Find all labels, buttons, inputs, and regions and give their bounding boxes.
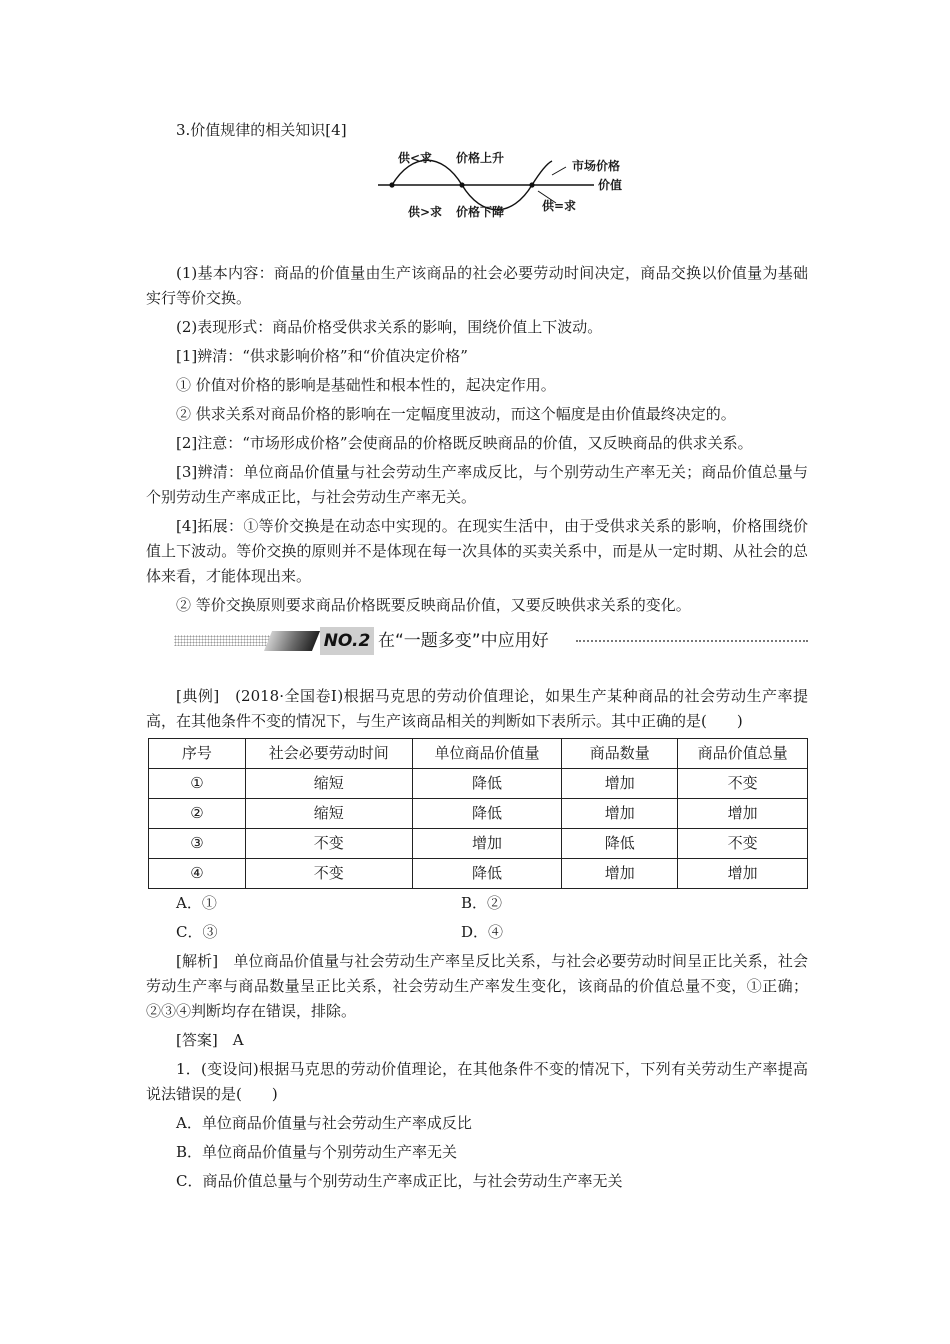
label-supply-gt-demand: 供>求 (408, 205, 443, 219)
table-cell: 降低 (412, 769, 562, 799)
table-cell: ② (149, 799, 246, 829)
table-header-row (149, 739, 808, 769)
option-b: B．② (461, 894, 503, 912)
options-row-1 (176, 891, 808, 916)
note-1: [1]辨清：“供求影响价格”和“价值决定价格” (176, 347, 468, 365)
market-price-pointer (552, 167, 566, 175)
note-3: [3]辨清：单位商品价值量与社会劳动生产率成反比，与个别劳动生产率无关；商品价值总量与个别劳动生产率成正比，与社会劳动生产率无关。 (146, 463, 808, 506)
table-cell: 不变 (245, 829, 412, 859)
table-row (149, 769, 808, 799)
basic-content-paragraph: (1)基本内容：商品的价值量由生产该商品的社会必要劳动时间决定，商品交换以价值量为基础实行等价交换。 (146, 264, 808, 307)
options-row-2 (176, 920, 808, 945)
table-cell: 增加 (562, 799, 678, 829)
analysis-paragraph: [解析] 单位商品价值量与社会劳动生产率呈反比关系，与社会必要劳动时间呈正比关系，社会劳动生产率与商品数量呈正比关系，社会劳动生产率发生变化，该商品的价值总量不变，①正确；②③④判断均存在错误，排除。 (146, 952, 808, 1020)
table-header-cell: 商品数量 (562, 739, 678, 769)
question-1-option-a: A．单位商品价值量与社会劳动生产率成反比 (176, 1114, 472, 1132)
form-paragraph: (2)表现形式：商品价格受供求关系的影响，围绕价值上下波动。 (176, 318, 603, 336)
section-title: 3.价值规律的相关知识[4] (176, 121, 347, 139)
question-1-option-b: B．单位商品价值量与个别劳动生产率无关 (176, 1143, 458, 1161)
table-cell: 增加 (562, 859, 678, 889)
label-supply-lt-demand: 供<求 (398, 151, 433, 165)
option-a: A．① (176, 894, 217, 912)
question-1: 1．(变设问)根据马克思的劳动价值理论，在其他条件不变的情况下，下列有关劳动生产率提高说法错误的是( ) (146, 1060, 808, 1103)
label-price-fall: 价格下降 (456, 205, 505, 219)
banner-dotted-rule (576, 640, 808, 642)
table-row (149, 829, 808, 859)
option-c: C．③ (176, 923, 218, 941)
table-cell: 降低 (412, 859, 562, 889)
table-cell: 增加 (678, 799, 808, 829)
equilibrium-point (529, 182, 534, 187)
example-question: [典例] (2018·全国卷Ⅰ)根据马克思的劳动价值理论，如果生产某种商品的社会劳动生产率提高，在其他条件不变的情况下，与生产该商品相关的判断如下表所示。其中正确的是( ) (146, 687, 808, 730)
table-cell: ③ (149, 829, 246, 859)
table-cell: 降低 (562, 829, 678, 859)
table-cell: 缩短 (245, 799, 412, 829)
banner-badge: NO.2 (320, 627, 374, 655)
table-row (149, 799, 808, 829)
table-cell: 增加 (678, 859, 808, 889)
label-supply-eq-demand: 供=求 (542, 199, 577, 213)
table-header-cell: 序号 (149, 739, 246, 769)
value-law-diagram (146, 147, 808, 257)
equilibrium-point (459, 182, 464, 187)
table-header-cell: 社会必要劳动时间 (245, 739, 412, 769)
table-cell: 降低 (412, 799, 562, 829)
banner-dot-pattern (174, 635, 270, 646)
table-cell: 不变 (678, 769, 808, 799)
banner-title: 在“一题多变”中应用好 (378, 631, 549, 651)
table-cell: 增加 (562, 769, 678, 799)
note-2: [2]注意：“市场形成价格”会使商品的价格既反映商品的价值，又反映商品的供求关系。 (176, 434, 753, 452)
label-market-price: 市场价格 (572, 159, 621, 173)
answer-line: [答案] A (176, 1031, 244, 1049)
table-row (149, 859, 808, 889)
table-header-cell: 商品价值总量 (678, 739, 808, 769)
judgment-table (148, 738, 808, 889)
note-4-point-b: ② 等价交换原则要求商品价格既要反映商品价值，又要反映供求关系的变化。 (176, 596, 691, 614)
note-1-point-b: ② 供求关系对商品价格的影响在一定幅度里波动，而这个幅度是由价值最终决定的。 (176, 405, 736, 423)
table-cell: ④ (149, 859, 246, 889)
option-d: D．④ (461, 923, 504, 941)
table-cell: 增加 (412, 829, 562, 859)
label-price-rise: 价格上升 (456, 151, 505, 165)
label-value: 价值 (598, 178, 623, 192)
table-cell: ① (149, 769, 246, 799)
section-banner (146, 622, 808, 662)
table-header-cell: 单位商品价值量 (412, 739, 562, 769)
banner-slash-graphic (264, 631, 320, 651)
note-4: [4]拓展：①等价交换是在动态中实现的。在现实生活中，由于受供求关系的影响，价格围绕价值上下波动。等价交换的原则并不是体现在每一次具体的买卖关系中，而是从一定时期、从社会的总体来看，才能体现出来。 (146, 517, 808, 585)
table-cell: 不变 (245, 859, 412, 889)
equilibrium-point (389, 182, 394, 187)
note-1-point-a: ① 价值对价格的影响是基础性和根本性的，起决定作用。 (176, 376, 556, 394)
document-content (146, 118, 808, 1198)
question-1-option-c: C．商品价值总量与个别劳动生产率成正比，与社会劳动生产率无关 (176, 1172, 623, 1190)
table-cell: 缩短 (245, 769, 412, 799)
table-cell: 不变 (678, 829, 808, 859)
